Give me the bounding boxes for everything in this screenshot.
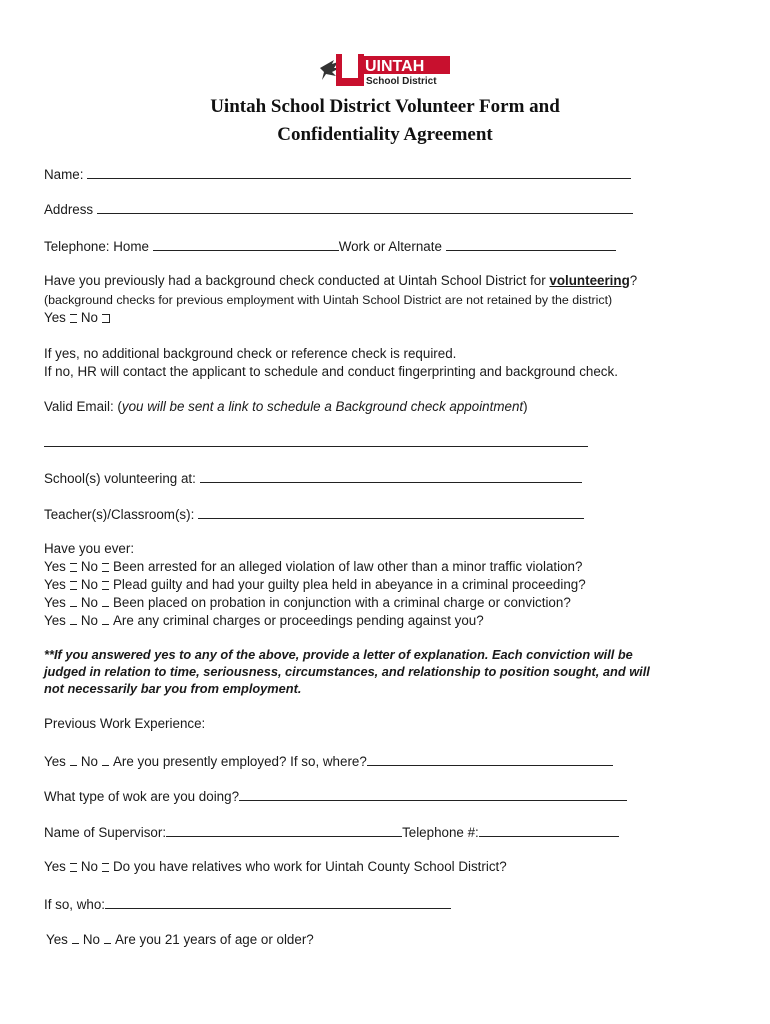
work-type-row	[44, 788, 627, 805]
relatives-row	[44, 859, 507, 875]
phone-work-label: Work or Alternate	[338, 239, 442, 254]
yes-label: Yes	[44, 577, 66, 592]
no-checkbox[interactable]	[104, 940, 111, 944]
no-checkbox[interactable]	[102, 603, 109, 607]
criminal-question-text: Been arrested for an alleged violation of law other than a minor traffic violation?	[112, 559, 583, 574]
background-note: (background checks for previous employment with Uintah School District are not retained by the district)	[44, 293, 613, 307]
name-row	[44, 166, 631, 183]
criminal-question-text: Plead guilty and had your guilty plea held in abeyance in a criminal proceeding?	[112, 577, 586, 592]
address-row	[44, 201, 633, 218]
supervisor-field[interactable]	[166, 824, 402, 837]
email-note: you will be sent a link to schedule a Background check appointment	[121, 399, 524, 414]
no-label: No	[80, 859, 98, 874]
phone-work-field[interactable]	[446, 238, 616, 251]
phone-home-label: Telephone: Home	[44, 239, 149, 254]
no-label: No	[80, 577, 98, 592]
explanation-notice-line2: judged in relation to time, seriousness, circumstances, and relationship to position sought, and will	[44, 664, 650, 679]
teachers-label: Teacher(s)/Classroom(s):	[44, 507, 195, 522]
criminal-question-text: Been placed on probation in conjunction with a criminal charge or conviction?	[112, 595, 571, 610]
no-checkbox[interactable]	[102, 863, 109, 872]
employed-question: Are you presently employed? If so, where?	[112, 754, 367, 769]
email-close-paren: )	[523, 399, 528, 414]
teachers-field[interactable]	[198, 506, 584, 519]
relatives-question: Do you have relatives who work for Uintah County School District?	[112, 859, 507, 874]
yes-checkbox[interactable]	[70, 581, 77, 590]
criminal-question-row	[44, 559, 582, 575]
supervisor-telephone-field[interactable]	[479, 824, 619, 837]
yes-checkbox[interactable]	[70, 314, 77, 323]
no-checkbox[interactable]	[102, 563, 109, 572]
yes-checkbox[interactable]	[70, 603, 77, 607]
employer-field[interactable]	[367, 753, 613, 766]
criminal-question-row	[44, 577, 586, 593]
age-question: Are you 21 years of age or older?	[114, 932, 314, 947]
address-field[interactable]	[97, 201, 633, 214]
email-field[interactable]	[44, 434, 588, 447]
yes-checkbox[interactable]	[70, 863, 77, 872]
phone-home-field[interactable]	[153, 238, 339, 251]
no-label: No	[80, 595, 98, 610]
volunteering-emphasis: volunteering	[549, 273, 630, 288]
work-heading: Previous Work Experience:	[44, 716, 206, 731]
explanation-notice-line1: **If you answered yes to any of the above, provide a letter of explanation. Each conviction will be	[44, 647, 633, 662]
employed-row	[44, 753, 613, 770]
no-label: No	[80, 559, 98, 574]
supervisor-row	[44, 824, 619, 841]
yes-checkbox[interactable]	[72, 940, 79, 944]
background-question-mark: ?	[629, 273, 638, 288]
no-label: No	[80, 613, 98, 628]
no-checkbox[interactable]	[102, 314, 110, 323]
criminal-question-row	[44, 595, 571, 611]
supervisor-label: Name of Supervisor:	[44, 825, 167, 840]
work-type-label: What type of wok are you doing?	[44, 789, 240, 804]
no-label: No	[82, 932, 100, 947]
supervisor-telephone-label: Telephone #:	[402, 825, 479, 840]
district-logo	[318, 50, 453, 90]
yes-checkbox[interactable]	[70, 621, 77, 625]
age-row	[46, 932, 314, 948]
work-type-field[interactable]	[239, 788, 627, 801]
background-question	[44, 273, 637, 289]
no-label: No	[80, 310, 98, 325]
yes-label: Yes	[44, 559, 66, 574]
logo-sub-text: School District	[366, 76, 437, 87]
name-field[interactable]	[87, 166, 631, 179]
email-row	[44, 399, 528, 415]
yes-label: Yes	[44, 859, 66, 874]
name-label: Name:	[44, 167, 84, 182]
if-so-who-label: If so, who:	[44, 897, 106, 912]
email-line-row	[44, 434, 588, 451]
if-no-text: If no, HR will contact the applicant to schedule and conduct fingerprinting and background check.	[44, 364, 618, 379]
if-yes-text: If yes, no additional background check or reference check is required.	[44, 346, 457, 361]
no-checkbox[interactable]	[102, 762, 109, 766]
address-label: Address	[44, 202, 94, 217]
form-title-line1: Uintah School District Volunteer Form and	[210, 96, 560, 117]
form-title-line2: Confidentiality Agreement	[277, 124, 493, 145]
yes-label: Yes	[44, 310, 66, 325]
schools-row	[44, 470, 582, 487]
yes-label: Yes	[44, 613, 66, 628]
if-so-who-row	[44, 896, 451, 913]
have-you-ever-heading: Have you ever:	[44, 541, 135, 556]
no-label: No	[80, 754, 98, 769]
schools-field[interactable]	[200, 470, 582, 483]
schools-label: School(s) volunteering at:	[44, 471, 196, 486]
email-label: Valid Email: (	[44, 399, 122, 414]
no-checkbox[interactable]	[102, 581, 109, 590]
feather-logo-icon	[318, 50, 453, 90]
yes-checkbox[interactable]	[70, 563, 77, 572]
yes-checkbox[interactable]	[70, 762, 77, 766]
logo-brand-text: UINTAH	[365, 58, 425, 75]
telephone-row	[44, 238, 616, 255]
background-yes-no-row	[44, 310, 114, 326]
criminal-question-row	[44, 613, 484, 629]
background-question-text: Have you previously had a background check conducted at Uintah School District for	[44, 273, 550, 288]
no-checkbox[interactable]	[102, 621, 109, 625]
yes-label: Yes	[46, 932, 68, 947]
teachers-row	[44, 506, 584, 523]
yes-label: Yes	[44, 595, 66, 610]
explanation-notice-line3: not necessarily bar you from employment.	[44, 681, 302, 696]
yes-label: Yes	[44, 754, 66, 769]
relatives-names-field[interactable]	[105, 896, 451, 909]
criminal-question-text: Are any criminal charges or proceedings pending against you?	[112, 613, 484, 628]
